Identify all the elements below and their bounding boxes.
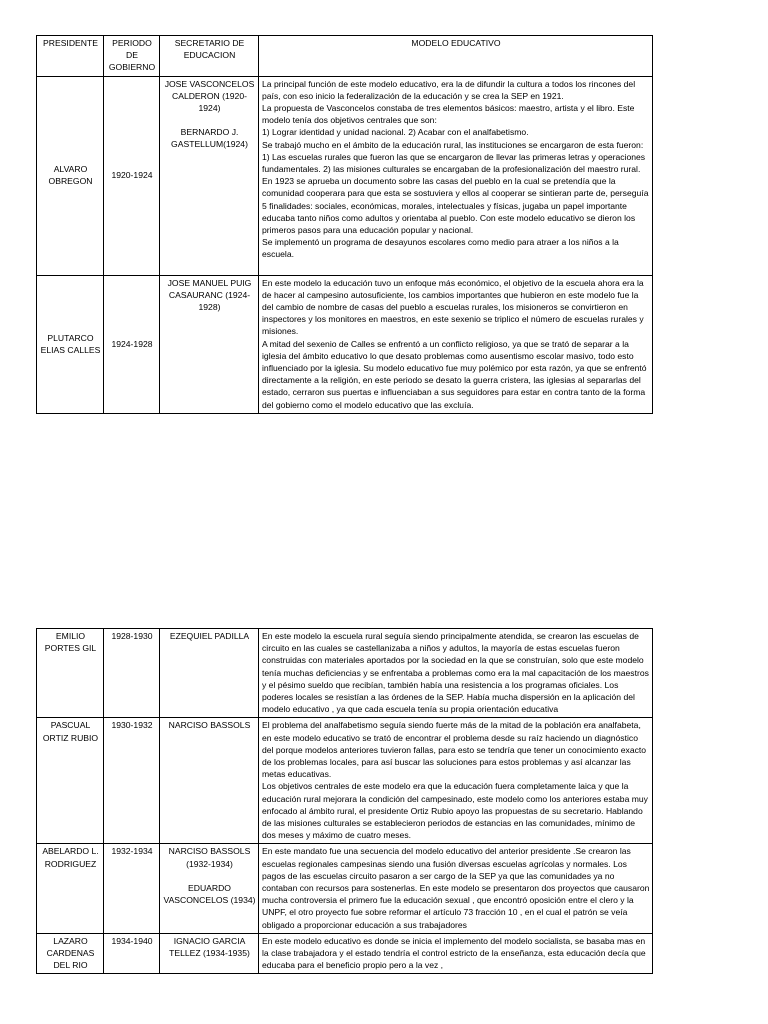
secretario-name: NARCISO BASSOLS (1932-1934) [168, 846, 251, 869]
presidente-cell: EMILIO PORTES GIL [37, 629, 104, 718]
periodo-cell: 1920-1924 [104, 76, 160, 275]
modelo-paragraph: Se trabajó mucho en el ámbito de la educación rural, las instituciones se encargaron de esta fueron: 1) Las escuelas rurales que fueron las que se encargaron de llevar las primeras letras y operaciones fundamentales. 2) las misiones culturales se encargaban de la profesionalización del maestro rural. [262, 139, 646, 175]
modelo-paragraph: En este modelo la escuela rural seguía siendo principalmente atendida, se crearon las escuelas de circuito en las cuales se castellanizaba a niños y adultos, la mayoría de estas escuelas fueron construidas con materiales aportados por la sociedad en la que se construían, solo que este modelo tenía muchas deficiencias y se enfrentaba a problemas como era la mal capacitación de los maestros y el pésimo sueldo que recibían, también había una resistencia a los programas oficiales. Los poderes locales se resistían a las órdenes de la SEP. Había mucha dispersión en la aplicación del modelo educativo , ya que cada escuela tenía su propia orientación educativa [262, 631, 649, 715]
periodo-cell: 1932-1934 [104, 844, 160, 933]
periodo-cell: 1934-1940 [104, 933, 160, 974]
secretario-name: NARCISO BASSOLS [168, 720, 251, 731]
modelo-cell [259, 844, 653, 933]
presidente-cell: LAZARO CARDENAS DEL RIO [37, 933, 104, 974]
modelo-cell [259, 275, 653, 413]
modelo-paragraph: 1) Lograr identidad y unidad nacional. 2) Acabar con el analfabetismo. [262, 127, 529, 138]
periodo-cell: 1928-1930 [104, 629, 160, 718]
secretario-cell [160, 629, 259, 718]
header-presidente: PRESIDENTE [37, 36, 104, 77]
presidente-cell: PASCUAL ORTIZ RUBIO [37, 718, 104, 844]
header-modelo: MODELO EDUCATIVO [259, 36, 653, 77]
table-row [37, 275, 653, 413]
modelo-paragraph: La principal función de este modelo educativo, era la de difundir la cultura a todos los rincones del país, con eso inicio la federalización de la educación y se crea la SEP en 1921. [262, 78, 636, 101]
periodo-cell: 1924-1928 [104, 275, 160, 413]
secretario-name: JOSE VASCONCELOS CALDERON (1920-1924) [164, 78, 255, 114]
modelo-paragraph: Se implementó un programa de desayunos escolares como medio para atraer a los niños a la escuela. [262, 237, 619, 260]
modelo-cell [259, 933, 653, 974]
modelo-cell [259, 76, 653, 275]
modelo-paragraph: El problema del analfabetismo seguía siendo fuerte más de la mitad de la población era analfabeta, en este modelo educativo se trató de encontrar el problema desde su raíz haciendo un diagnóstico del porque modelos anteriores tuvieron fallas, para esto se tendría que tener un conocimiento exacto de los problemas locales, para así buscar las soluciones para estos problemas y así alcanzar las metas educativas. [262, 720, 647, 780]
secretario-cell [160, 844, 259, 933]
secretario-cell [160, 933, 259, 974]
modelo-paragraph: La propuesta de Vasconcelos constaba de tres elementos básicos: maestro, artista y el libro. Este modelo tenía dos objetivos centrales que son: [262, 103, 635, 126]
table-row [37, 933, 653, 974]
secretario-cell [160, 76, 259, 275]
education-table-bottom [36, 628, 653, 974]
modelo-paragraph: Los objetivos centrales de este modelo era que la educación fuera completamente laica y que la educación rural mejorara la condición del campesinado, este modelo como los anteriores estaba muy enfocado al ámbito rural, el presidente Ortiz Rubio apoyo las propuestas de su secretario. Hablando de las misiones culturales se establecieron periodos de estancias en las comunidades, mínimo de dos meses y máximo de cuatro meses. [262, 781, 648, 841]
secretario-cell [160, 718, 259, 844]
secretario-name: EDUARDO VASCONCELOS (1934) [163, 882, 256, 906]
secretario-name: IGNACIO GARCIA TELLEZ (1934-1935) [169, 935, 250, 959]
modelo-paragraph: En este mandato fue una secuencia del modelo educativo del anterior presidente .Se crearon las escuelas regionales campesinas siendo una fusión diversas escuelas agrícolas y normales. Los pagos de las escuelas circuito pasaron a ser cargo de la SEP ya que las comunidades ya no contaban con recursos para sostenerlas. En este modelo se presentaron dos proyectos que causaron mucha controversia el primero fue la educación sexual , que encontró oposición entre el clero y la UNPF, el otro proyecto fue sobre reformar el artículo 73 fracción 10 , en el cual el patrón se veía obligado a proporcionar educación a sus trabajadores [262, 846, 650, 930]
modelo-paragraph: A mitad del sexenio de Calles se enfrentó a un conflicto religioso, ya que se trató de separar a la iglesia del ámbito educativo lo que desato problemas como ausentismo escolar masivo, todo esto influenciado por la iglesia. Su modelo educativo fue muy polémico por esta razón, ya que se enfrentó directamente a la religión, en este periodo se desato la guerra cristera, las iglesias al separarlas del estado, cerraron sus puertas e influenciaban a sus seguidores para estar en contra tanto de la forma del gobierno como el modelo educativo que las excluía. [262, 338, 647, 410]
presidente-cell: ALVARO OBREGON [37, 76, 104, 275]
presidente-cell: ABELARDO L. RODRIGUEZ [37, 844, 104, 933]
table-row [37, 76, 653, 275]
modelo-cell [259, 629, 653, 718]
modelo-paragraph: En este modelo la educación tuvo un enfoque más económico, el objetivo de la escuela ahora era la de hacer al campesino autosuficiente, los cambios importantes que hubieron en este modelo fue la del cambio de nombre de casas del pueblo a escuelas rurales, los misioneros se convirtieron en inspectores y los monitores en maestros, en este sexenio se triplico el número de escuelas rurales y misiones. [262, 277, 644, 337]
secretario-name: BERNARDO J. GASTELLUM(1924) [171, 127, 248, 150]
header-periodo: PERIODO DE GOBIERNO [104, 36, 160, 77]
header-secretario: SECRETARIO DE EDUCACION [160, 36, 259, 77]
table-row [37, 629, 653, 718]
modelo-paragraph: En este modelo educativo es donde se inicia el implemento del modelo socialista, se basaba mas en la clase trabajadora y el estado tendría el control estricto de la enseñanza, esta educación decía que educaba para el beneficio propio pero a la vez , [262, 935, 646, 971]
secretario-name: JOSE MANUEL PUIG CASAURANC (1924-1928) [167, 277, 252, 313]
modelo-paragraph: En 1923 se aprueba un documento sobre las casas del pueblo en la cual se pretendía que la comunidad cooperara para que esta se sostuviera y ellos al cooperar se sintieran parte de, perseguía 5 finalidades: sociales, económicas, morales, intelectuales y físicas, jugaba un papel importante educaba tanto niños como adultos y orientaba al pueblo. Con este modelo educativo se dieron los primeros pasos para una educación popular y nacional. [262, 176, 649, 236]
table-row [37, 844, 653, 933]
secretario-name: EZEQUIEL PADILLA [169, 631, 250, 641]
periodo-cell: 1930-1932 [104, 718, 160, 844]
table-row [37, 718, 653, 844]
table-header-row [37, 36, 653, 77]
education-table-top [36, 35, 653, 414]
presidente-cell: PLUTARCO ELIAS CALLES [37, 275, 104, 413]
modelo-cell [259, 718, 653, 844]
secretario-cell [160, 275, 259, 413]
